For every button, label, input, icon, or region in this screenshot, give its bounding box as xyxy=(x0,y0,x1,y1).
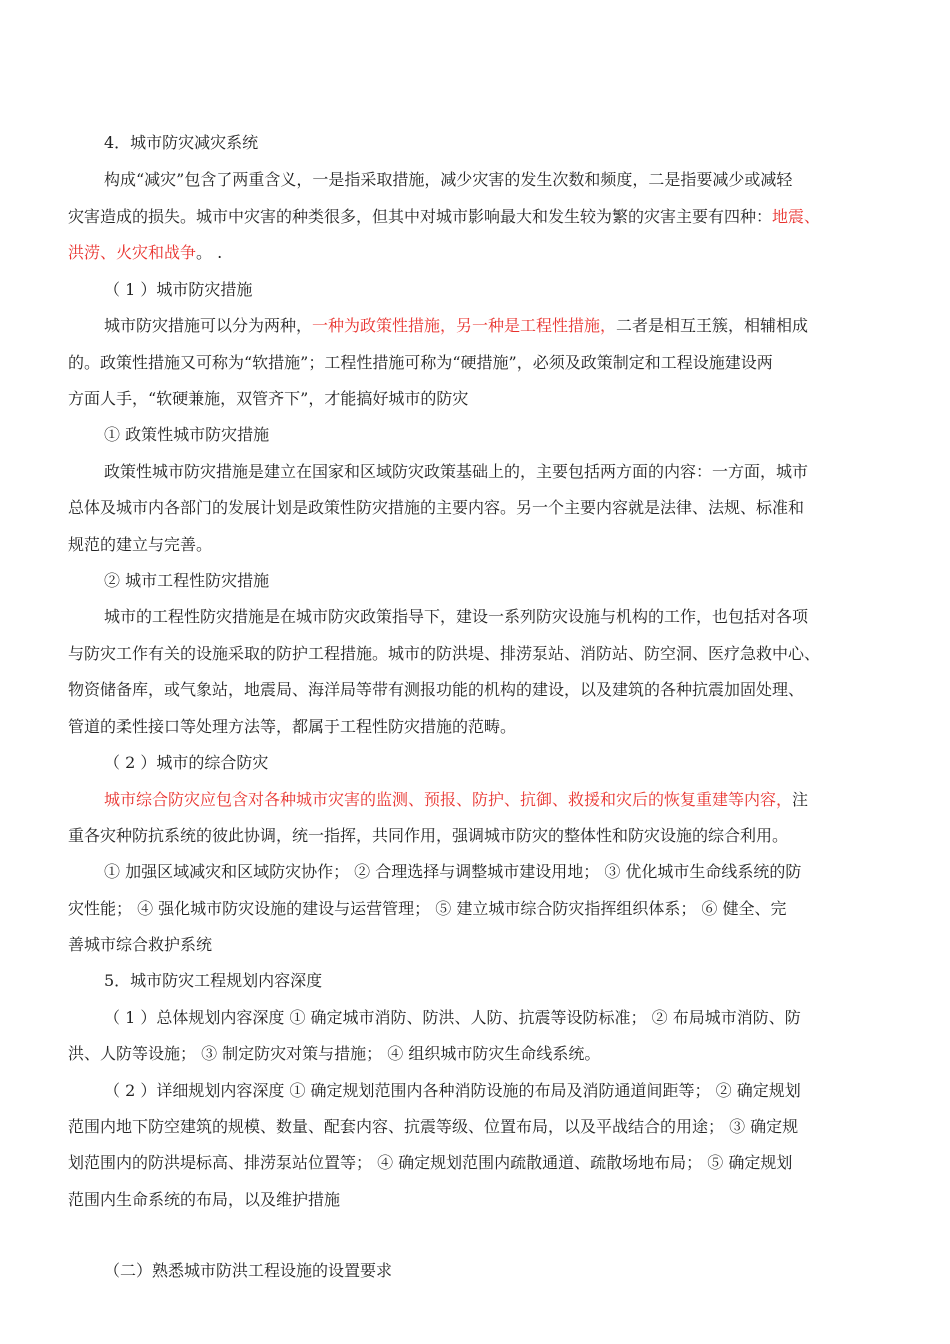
heading-4: 4．城市防灾减灾系统 xyxy=(104,133,259,152)
text-line: 划范围内的防洪堤标高、排涝泵站位置等； ④ 确定规划范围内疏散通道、疏散场地布局； ⑤ 确定规划 xyxy=(68,1153,793,1172)
text-line: 善城市综合救护系统 xyxy=(68,935,213,954)
text-line: 政策性城市防灾措施是建立在国家和区域防灾政策基础上的，主要包括两方面的内容：一方面，城市 xyxy=(104,462,809,481)
text-line: 总体及城市内各部门的发展计划是政策性防灾措施的主要内容。另一个主要内容就是法律、法规、标准和 xyxy=(68,498,805,517)
text-line: 范围内生命系统的布局，以及维护措施 xyxy=(68,1190,341,1209)
text-line: 方面人手，“软硬兼施，双管齐下”，才能搞好城市的防灾 xyxy=(68,389,469,408)
text-line: 范围内地下防空建筑的规模、数量、配套内容、抗震等级、位置布局，以及平战结合的用途； ③ 确定规 xyxy=(68,1117,799,1136)
item-title-2: ② 城市工程性防灾措施 xyxy=(104,571,270,590)
section-heading: （二）熟悉城市防洪工程设施的设置要求 xyxy=(104,1261,393,1280)
text-line: 物资储备库，或气象站，地震局、海洋局等带有测报功能的机构的建设，以及建筑的各种抗震加固处理、 xyxy=(68,680,805,699)
text-line: ① 加强区域减灾和区域防灾协作； ② 合理选择与调整城市建设用地； ③ 优化城市生命线系统的防 xyxy=(104,862,802,881)
highlight-text: 洪涝、火灾和战争 xyxy=(68,243,197,262)
text-line: 管道的柔性接口等处理方法等，都属于工程性防灾措施的范畴。 xyxy=(68,717,517,736)
item-title-1: ① 政策性城市防灾措施 xyxy=(104,425,270,444)
text-line: 城市综合防灾应包含对各种城市灾害的监测、预报、防护、抗御、救援和灾后的恢复重建等内容，注 xyxy=(104,790,809,809)
text-line: 洪涝、火灾和战争。 . xyxy=(68,243,223,262)
text-line: （ 2 ）详细规划内容深度 ① 确定规划范围内各种消防设施的布局及消防通道间距等； ② 确定规划 xyxy=(104,1081,801,1100)
text-line: 重各灾种防抗系统的彼此协调，统一指挥，共同作用，强调城市防灾的整体性和防灾设施的综合利用。 xyxy=(68,826,789,845)
text-line: 规范的建立与完善。 xyxy=(68,535,213,554)
text-line: 洪、人防等设施； ③ 制定防灾对策与措施； ④ 组织城市防灾生命线系统。 xyxy=(68,1044,601,1063)
heading-5: 5．城市防灾工程规划内容深度 xyxy=(104,971,323,990)
highlight-text: 地震、 xyxy=(772,207,821,226)
subheading-1: （ 1 ）城市防灾措施 xyxy=(104,280,253,299)
text-line: 城市的工程性防灾措施是在城市防灾政策指导下，建设一系列防灾设施与机构的工作，也包括对各项 xyxy=(104,607,809,626)
text-line: （ 1 ）总体规划内容深度 ① 确定城市消防、防洪、人防、抗震等设防标准； ② 布局城市消防、防 xyxy=(104,1008,801,1027)
subheading-2: （ 2 ）城市的综合防灾 xyxy=(104,753,269,772)
text-line: 灾害造成的损失。城市中灾害的种类很多，但其中对城市影响最大和发生较为繁的灾害主要有四种：地震、 xyxy=(68,207,821,226)
highlight-text: 一种为政策性措施，另一种是工程性措施， xyxy=(312,316,617,335)
text-line: 与防灾工作有关的设施采取的防护工程措施。城市的防洪堤、排涝泵站、消防站、防空洞、医疗急救中心、 xyxy=(68,644,821,663)
text-line: 的。政策性措施又可称为“软措施”；工程性措施可称为“硬措施”，必须及政策制定和工程设施建设两 xyxy=(68,353,773,372)
text-line: 灾性能； ④ 强化城市防灾设施的建设与运营管理； ⑤ 建立城市综合防灾指挥组织体系； ⑥ 健全、完 xyxy=(68,899,787,918)
text-line: 构成“减灾”包含了两重含义，一是指采取措施，减少灾害的发生次数和频度，二是指要减少或减轻 xyxy=(104,170,793,189)
highlight-text: 城市综合防灾应包含对各种城市灾害的监测、预报、防护、抗御、救援和灾后的恢复重建等内容， xyxy=(104,790,793,809)
text-line: 城市防灾措施可以分为两种，一种为政策性措施，另一种是工程性措施，二者是相互王簇，相辅相成 xyxy=(104,316,809,335)
